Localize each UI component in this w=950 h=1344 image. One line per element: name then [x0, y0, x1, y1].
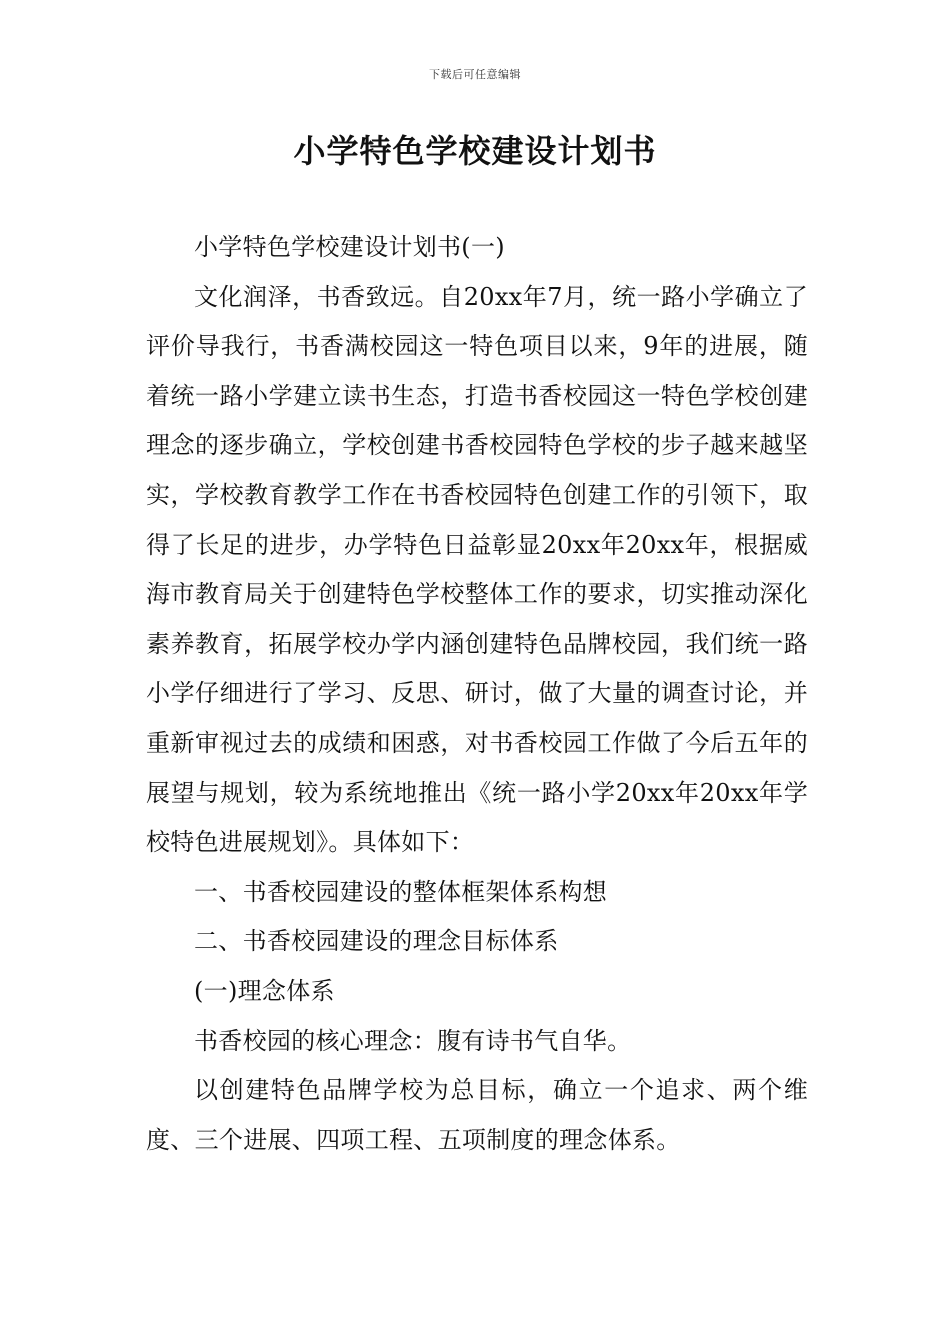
paragraph-core-concept: 书香校园的核心理念：腹有诗书气自华。	[194, 1026, 632, 1055]
document-body	[146, 223, 808, 1165]
header-note: 下载后可任意编辑	[429, 68, 521, 81]
paragraph-subsection-1: (一)理念体系	[194, 976, 335, 1005]
paragraph-subtitle: 小学特色学校建设计划书(一)	[194, 233, 505, 261]
document-title: 小学特色学校建设计划书	[293, 132, 657, 170]
paragraph-goal: 以创建特色品牌学校为总目标，确立一个追求、两个维度、三个进展、四项工程、五项制度的理念体系。	[146, 1076, 808, 1154]
paragraph-section-2: 二、书香校园建设的理念目标体系	[194, 927, 559, 956]
paragraph-section-1: 一、书香校园建设的整体框架体系构想	[194, 877, 608, 906]
paragraph-intro: 文化润泽，书香致远。自20xx年7月，统一路小学确立了评价导我行，书香满校园这一特色项目以来，9年的进展，随着统一路小学建立读书生态，打造书香校园这一特色学校创建理念的逐步确立，学校创建书香校园特色学校的步子越来越坚实，学校教育教学工作在书香校园特色创建工作的引领下，取得了长足的进步，办学特色日益彰显20xx年20xx年，根据威海市教育局关于创建特色学校整体工作的要求，切实推动深化素养教育，拓展学校办学内涵创建特色品牌校园，我们统一路小学仔细进行了学习、反思、研讨，做了大量的调查讨论，并重新审视过去的成绩和困惑，对书香校园工作做了今后五年的展望与规划，较为系统地推出《统一路小学20xx年20xx年学校特色进展规划》。具体如下：	[146, 282, 808, 857]
